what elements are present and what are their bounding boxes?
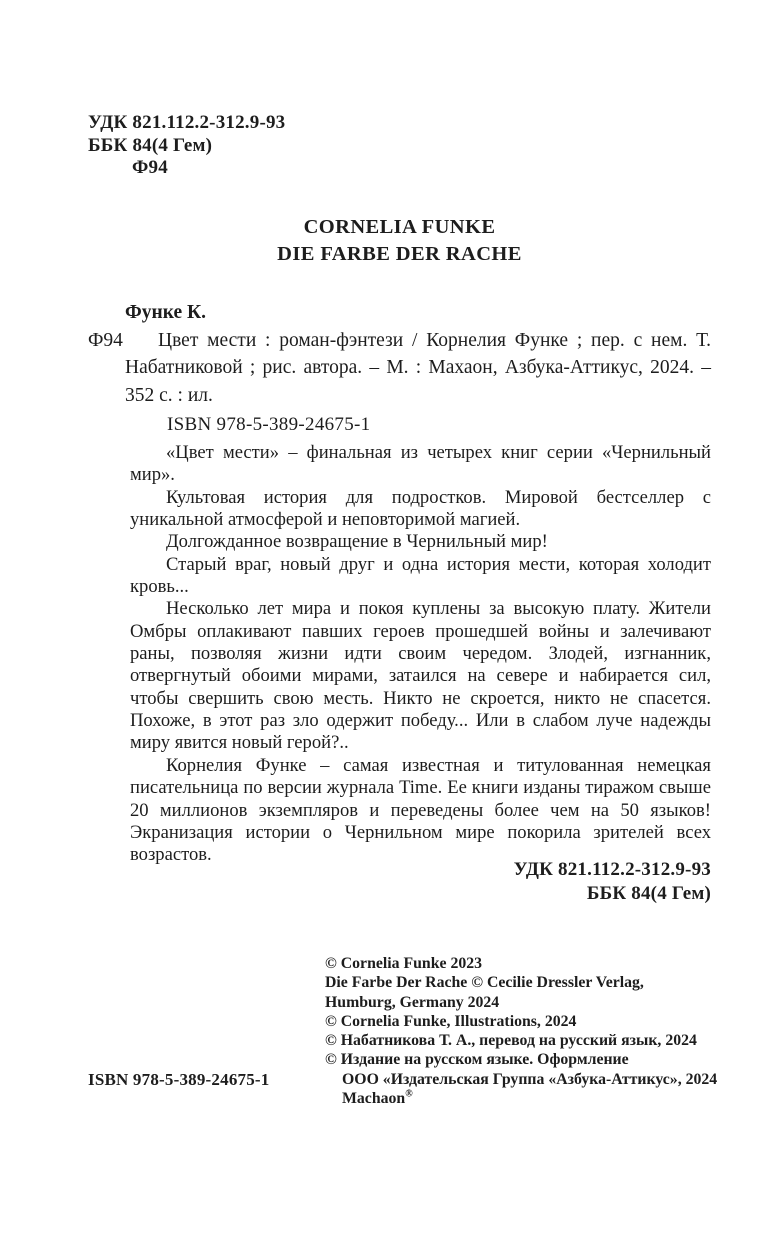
annotation-paragraph: Долгожданное возвращение в Чернильный мир!: [166, 531, 548, 553]
original-title-block: [88, 214, 711, 268]
annotation-block: [130, 442, 711, 867]
udk-code-bottom: УДК 821.112.2-312.9-93: [513, 859, 711, 880]
copyright-line: © Cornelia Funke 2023: [325, 955, 483, 972]
classification-bottom-block: [88, 858, 711, 906]
bbk-code-bottom: ББК 84(4 Гем): [586, 883, 711, 904]
annotation-paragraph: Несколько лет мира и покоя куплены за высокую плату. Жители Омбры оплакивают павших героев прошедшей войны и залечивают раны, позволяя жизни идти своим чередом. Злодей, изгнанник, отвергнутый обоими мирами, затаился на севере и набирается сил, чтобы свершить свою месть. Никто не скроется, никто не спасется. Похоже, в этот раз зло одержит победу... Или в слабом луче надежды миру явится новый герой?..: [130, 598, 711, 754]
annotation-paragraph: «Цвет мести» – финальная из четырех книг серии «Чернильный мир».: [130, 442, 711, 486]
copyright-line: Die Farbe Der Rache © Cecilie Dressler Verlag,: [325, 974, 644, 992]
isbn-middle: ISBN 978-5-389-24675-1: [167, 414, 371, 435]
author-sign: Ф94: [132, 157, 168, 179]
isbn-bottom: ISBN 978-5-389-24675-1: [88, 1070, 270, 1089]
annotation-paragraph: Старый враг, новый друг и одна история мести, которая холодит кровь...: [130, 553, 711, 598]
classification-top-block: [88, 112, 285, 180]
author-heading: Функе К.: [125, 302, 207, 323]
copyright-line: ООО «Издательская Группа «Азбука-Аттикус», 2024: [342, 1070, 718, 1088]
udk-code: УДК 821.112.2-312.9-93: [88, 112, 286, 133]
registered-trademark-symbol: ®: [405, 1088, 413, 1100]
bibliographic-entry: [88, 299, 711, 409]
bibliographic-record: Цвет мести : роман-фэнтези / Корнелия Функе ; пер. с нем. Т. Набатниковой ; рис. автора. – М. : Махаон, Азбука-Аттикус, 2024. – 352 с. : ил.: [125, 329, 711, 406]
author-sign-margin: Ф94: [88, 329, 123, 351]
copyright-line: © Издание на русском языке. Оформление: [325, 1051, 629, 1069]
annotation-paragraph: Культовая история для подростков. Мировой бестселлер с уникальной атмосферой и неповторимой магией.: [130, 486, 711, 531]
copyright-line: Humburg, Germany 2024: [325, 993, 500, 1011]
copyright-block: [325, 954, 717, 1108]
annotation-paragraph: Корнелия Функе – самая известная и титулованная немецкая писательница по версии журнала Time. Ее книги изданы тиражом свыше 20 миллионов экземпляров и переведены более чем на 50 языков! Экранизация истории о Чернильном мире покорила зрителей всех возрастов.: [130, 754, 711, 866]
copyright-line: © Cornelia Funke, Illustrations, 2024: [325, 1012, 577, 1030]
original-title: DIE FARBE DER RACHE: [277, 243, 522, 265]
copyright-publisher-mark: [342, 1089, 717, 1108]
copyright-line: © Набатникова Т. А., перевод на русский язык, 2024: [325, 1032, 697, 1050]
machaon-brand: Machaon: [342, 1090, 406, 1108]
bbk-code: ББК 84(4 Гем): [88, 134, 213, 156]
original-author: CORNELIA FUNKE: [303, 216, 496, 238]
